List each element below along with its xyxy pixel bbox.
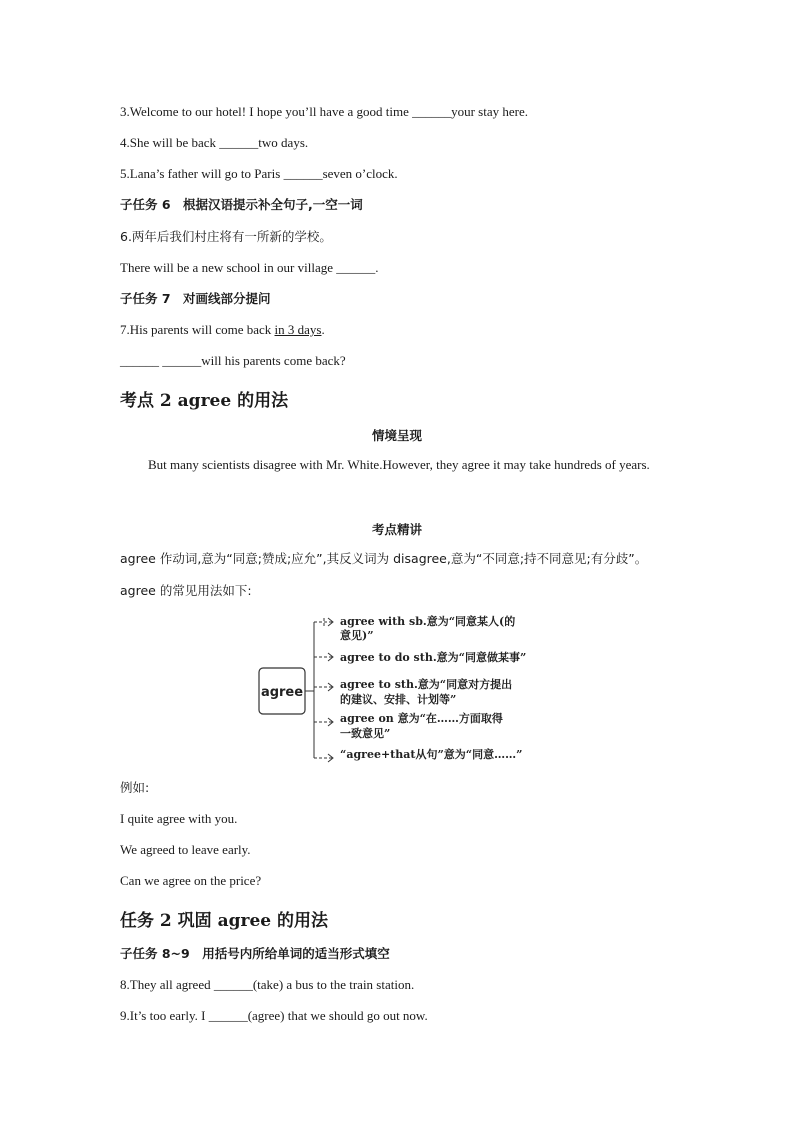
- question-5: 5.Lana’s father will go to Paris ______seven o’clock.: [120, 166, 398, 181]
- blank[interactable]: ______: [283, 166, 323, 181]
- svg-text:一致意见”: 一致意见”: [340, 727, 391, 740]
- question-6-chinese: 6.两年后我们村庄将有一所新的学校。: [120, 229, 332, 244]
- explain-line-2: agree 的常见用法如下:: [120, 583, 252, 598]
- svg-text:agree to sth.意为“同意对方提出: agree to sth.意为“同意对方提出: [340, 678, 513, 691]
- branch-2: [314, 650, 526, 664]
- scene-title: 情境呈现: [371, 428, 422, 443]
- section-heading: 考点 2 agree 的用法: [120, 391, 289, 411]
- svg-text:agree to do sth.意为“同意做某事”: agree to do sth.意为“同意做某事”: [340, 651, 527, 664]
- examples-label: 例如:: [120, 780, 150, 795]
- branch-1: [314, 614, 515, 642]
- question-3: 3.Welcome to our hotel! I hope you’ll have a good time ______your stay here.: [120, 104, 528, 119]
- question-7: 7.His parents will come back in 3 days.: [120, 322, 325, 337]
- root-label: agree: [260, 685, 304, 700]
- branch-3: [314, 677, 512, 706]
- question-7-answer: ______ ______will his parents come back?: [120, 353, 346, 368]
- question-4: 4.She will be back ______two days.: [120, 135, 309, 150]
- blank[interactable]: ______: [219, 135, 259, 150]
- svg-text:agree with sb.意为“同意某人(的: agree with sb.意为“同意某人(的: [340, 615, 516, 628]
- subtask-6-title: 子任务 6 根据汉语提示补全句子,一空一词: [120, 197, 363, 212]
- subtask-7-title: 子任务 7 对画线部分提问: [120, 291, 271, 306]
- blank[interactable]: ______: [213, 977, 253, 992]
- svg-text:的建议、安排、计划等”: 的建议、安排、计划等”: [340, 693, 457, 706]
- question-6: There will be a new school in our village ______.: [120, 260, 379, 275]
- question-8: 8.They all agreed ______(take) a bus to the train station.: [120, 977, 415, 992]
- explain-line-1: agree 作动词,意为“同意;赞成;应允”,其反义词为 disagree,意为“不同意;持不同意见;有分歧”。: [120, 551, 648, 566]
- blank[interactable]: ______ ______: [120, 353, 202, 368]
- blank[interactable]: ______: [412, 104, 452, 119]
- scene-paragraph: But many scientists disagree with Mr. White.However, they agree it may take hundreds of years.: [148, 457, 650, 472]
- svg-text:agree on 意为“在……方面取得: agree on 意为“在……方面取得: [340, 712, 503, 725]
- explain-title: 考点精讲: [371, 522, 422, 537]
- blank[interactable]: ______: [336, 260, 376, 275]
- subtask-8-9-title: 子任务 8~9 用括号内所给单词的适当形式填空: [120, 946, 390, 961]
- underlined-phrase: in 3 days: [274, 322, 322, 337]
- example-3: Can we agree on the price?: [120, 873, 262, 888]
- agree-usage-diagram: [256, 612, 556, 772]
- svg-text:“agree+that从句”意为“同意……”: “agree+that从句”意为“同意……”: [340, 748, 523, 761]
- svg-text:意见)”: 意见)”: [340, 629, 374, 642]
- example-1: I quite agree with you.: [120, 811, 238, 826]
- question-9: 9.It’s too early. I ______(agree) that we should go out now.: [120, 1008, 428, 1023]
- example-2: We agreed to leave early.: [120, 842, 251, 857]
- branch-5: [314, 747, 522, 762]
- task-2-heading: 任务 2 巩固 agree 的用法: [120, 911, 328, 931]
- blank[interactable]: ______: [208, 1008, 248, 1023]
- branch-4: [314, 711, 503, 740]
